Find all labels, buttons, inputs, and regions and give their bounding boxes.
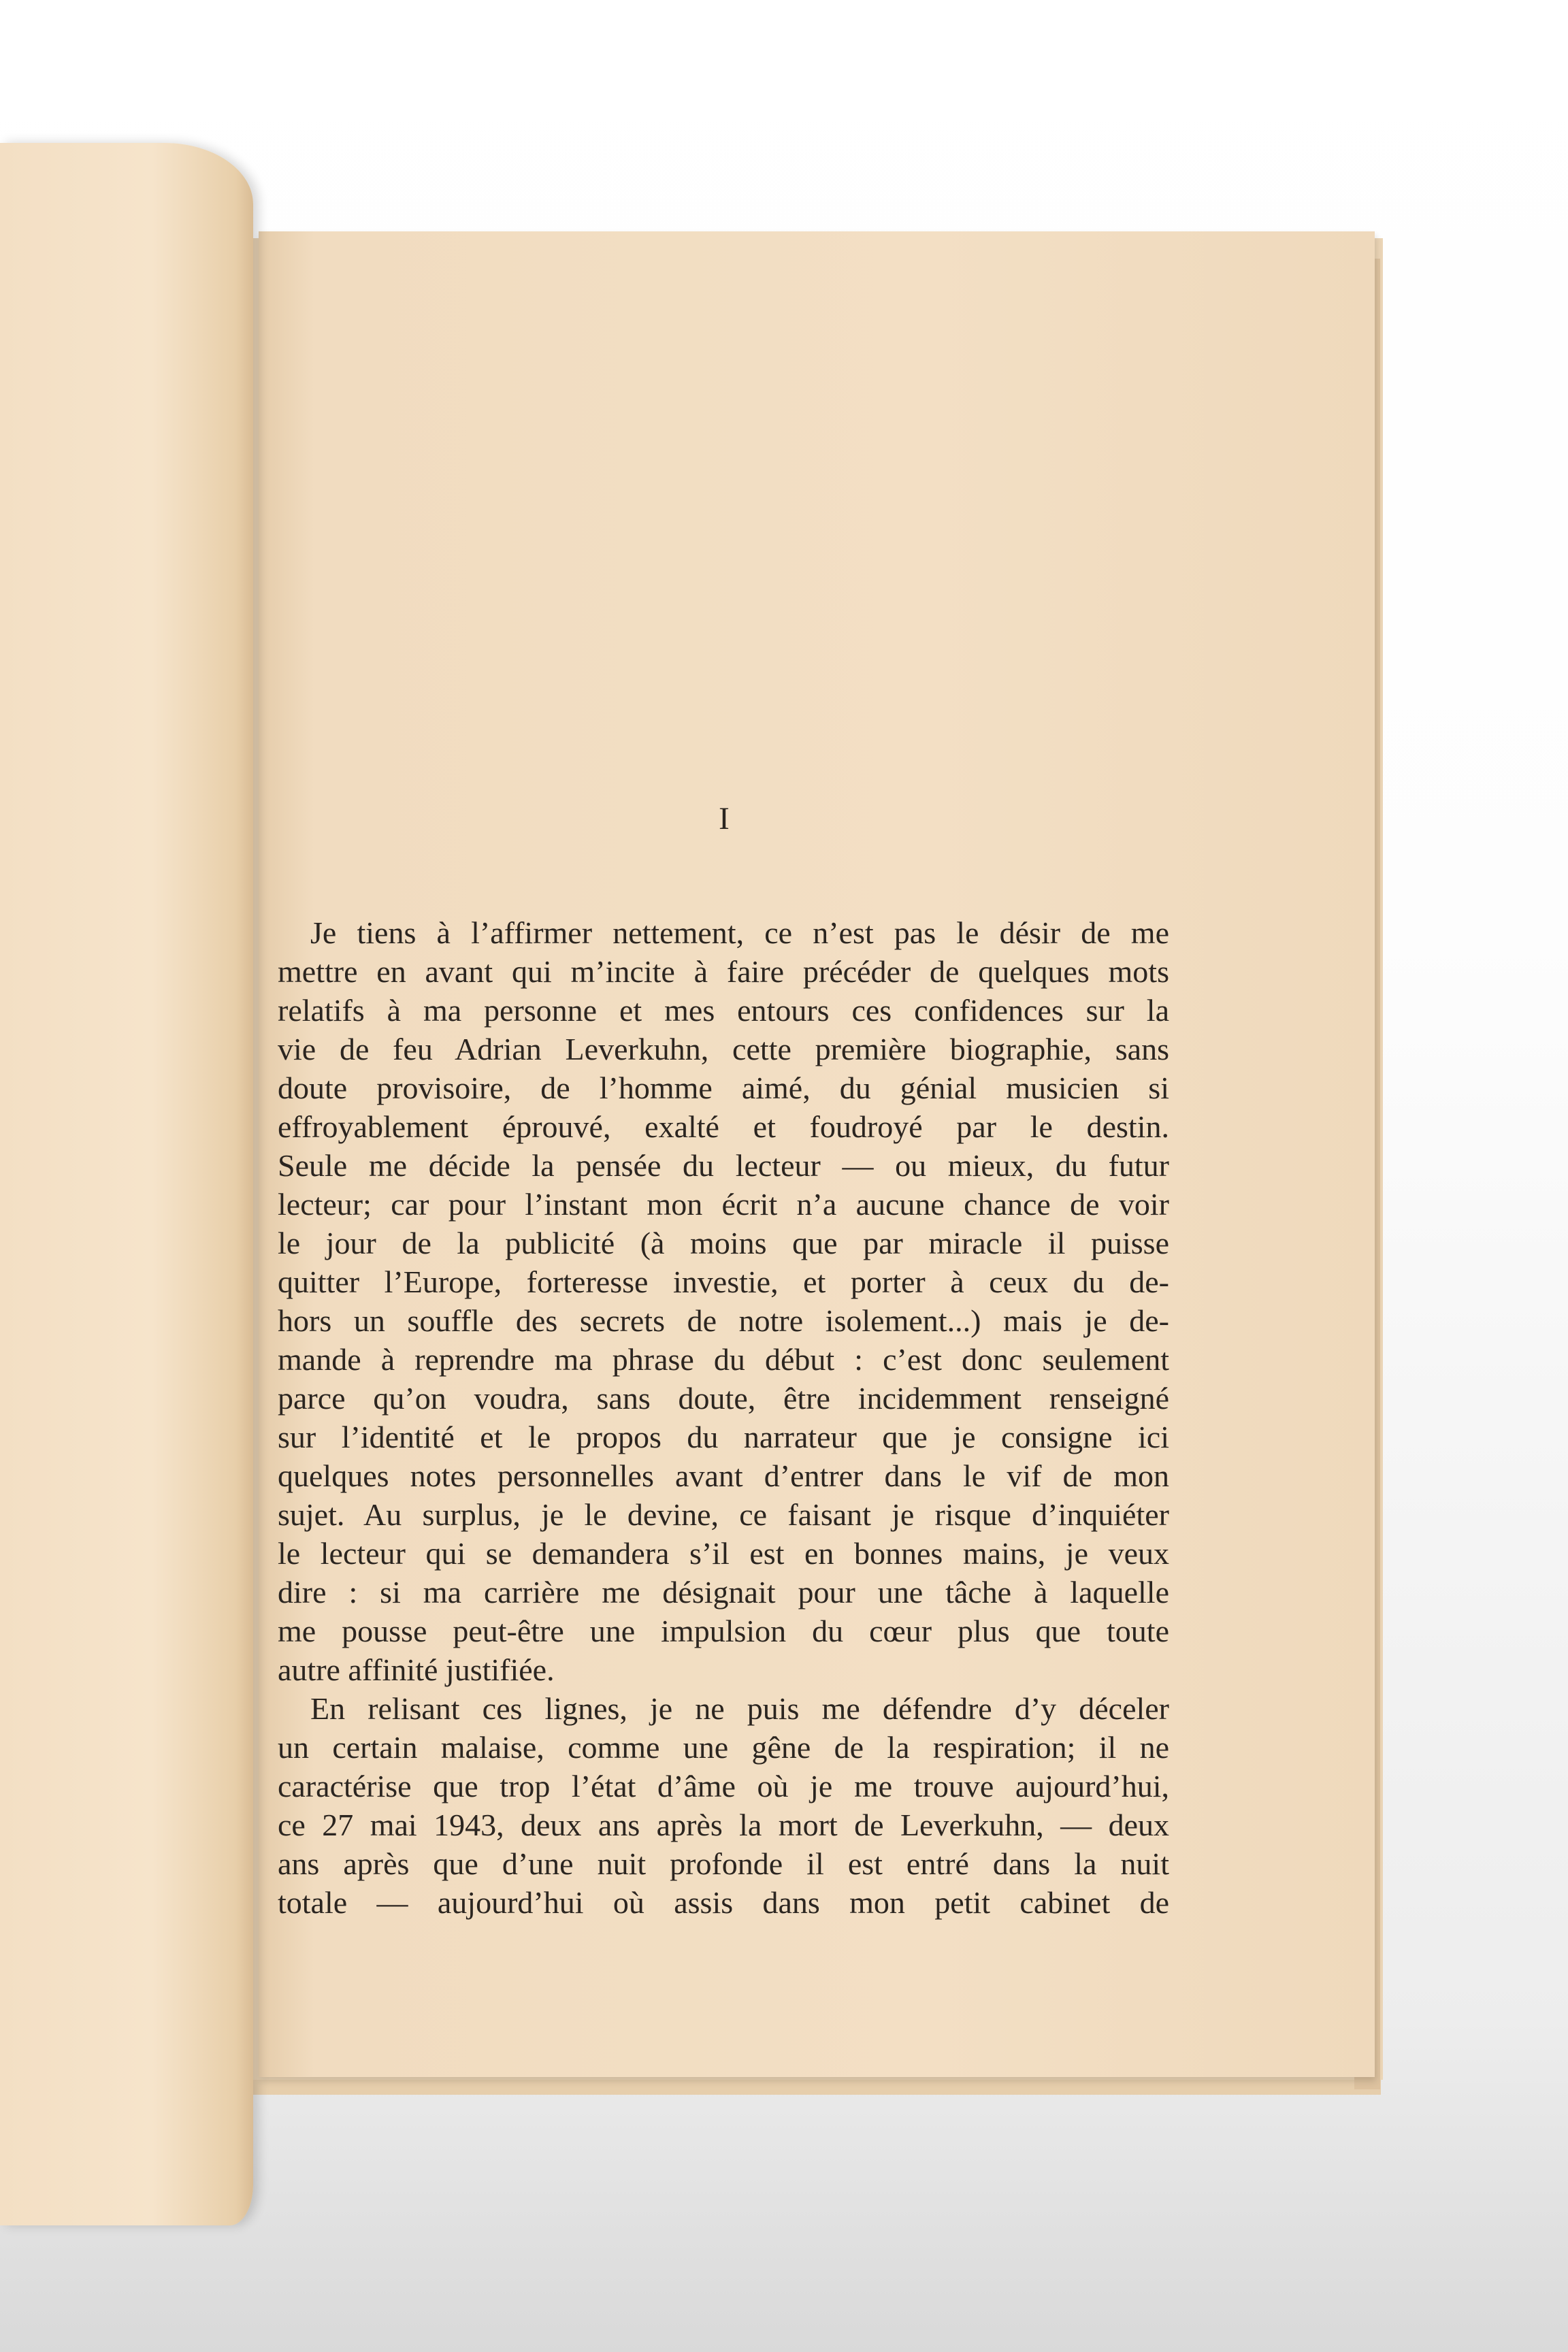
text-line: relatifs à ma personne et mes entours ces confidences sur la	[278, 993, 1169, 1028]
text-line: Je tiens à l’affirmer nettement, ce n’est pas le désir de me	[310, 915, 1169, 950]
text-line: me pousse peut-être une impulsion du cœur plus que toute	[278, 1614, 1169, 1648]
text-line: lecteur; car pour l’instant mon écrit n’a aucune chance de voir	[278, 1187, 1169, 1222]
text-line: sujet. Au surplus, je le devine, ce faisant je risque d’inquiéter	[278, 1497, 1169, 1532]
text-line: totale — aujourd’hui où assis dans mon petit cabinet de	[278, 1885, 1169, 1920]
text-line: doute provisoire, de l’homme aimé, du génial musicien si	[278, 1071, 1169, 1105]
text-line: parce qu’on voudra, sans doute, être incidemment renseigné	[278, 1381, 1169, 1416]
text-line: Seule me décide la pensée du lecteur — ou mieux, du futur	[278, 1148, 1169, 1183]
text-line: mande à reprendre ma phrase du début : c’est donc seulement	[278, 1342, 1169, 1377]
text-line: ans après que d’une nuit profonde il est entré dans la nuit	[278, 1846, 1169, 1881]
text-line: un certain malaise, comme une gêne de la respiration; il ne	[278, 1730, 1169, 1765]
text-line: quitter l’Europe, forteresse investie, et porter à ceux du de-	[278, 1264, 1169, 1299]
text-line: En relisant ces lignes, je ne puis me défendre d’y déceler	[310, 1691, 1169, 1726]
left-page	[0, 143, 253, 2225]
text-line: caractérise que trop l’état d’âme où je me trouve aujourd’hui,	[278, 1769, 1169, 1803]
text-line: sur l’identité et le propos du narrateur que je consigne ici	[278, 1420, 1169, 1454]
text-line: le lecteur qui se demandera s’il est en bonnes mains, je veux	[278, 1536, 1169, 1571]
body-text	[278, 913, 1169, 1922]
text-line: mettre en avant qui m’incite à faire précéder de quelques mots	[278, 954, 1169, 989]
text-line: quelques notes personnelles avant d’entrer dans le vif de mon	[278, 1458, 1169, 1493]
text-line: hors un souffle des secrets de notre isolement...) mais je de-	[278, 1303, 1169, 1338]
text-line: ce 27 mai 1943, deux ans après la mort de Leverkuhn, — deux	[278, 1808, 1169, 1842]
text-line: vie de feu Adrian Leverkuhn, cette première biographie, sans	[278, 1032, 1169, 1066]
text-line: effroyablement éprouvé, exalté et foudroyé par le destin.	[278, 1109, 1169, 1144]
text-line: autre affinité justifiée.	[278, 1652, 555, 1687]
chapter-numeral: I	[719, 801, 730, 836]
text-line: le jour de la publicité (à moins que par miracle il puisse	[278, 1226, 1169, 1260]
text-line: dire : si ma carrière me désignait pour une tâche à laquelle	[278, 1575, 1169, 1610]
